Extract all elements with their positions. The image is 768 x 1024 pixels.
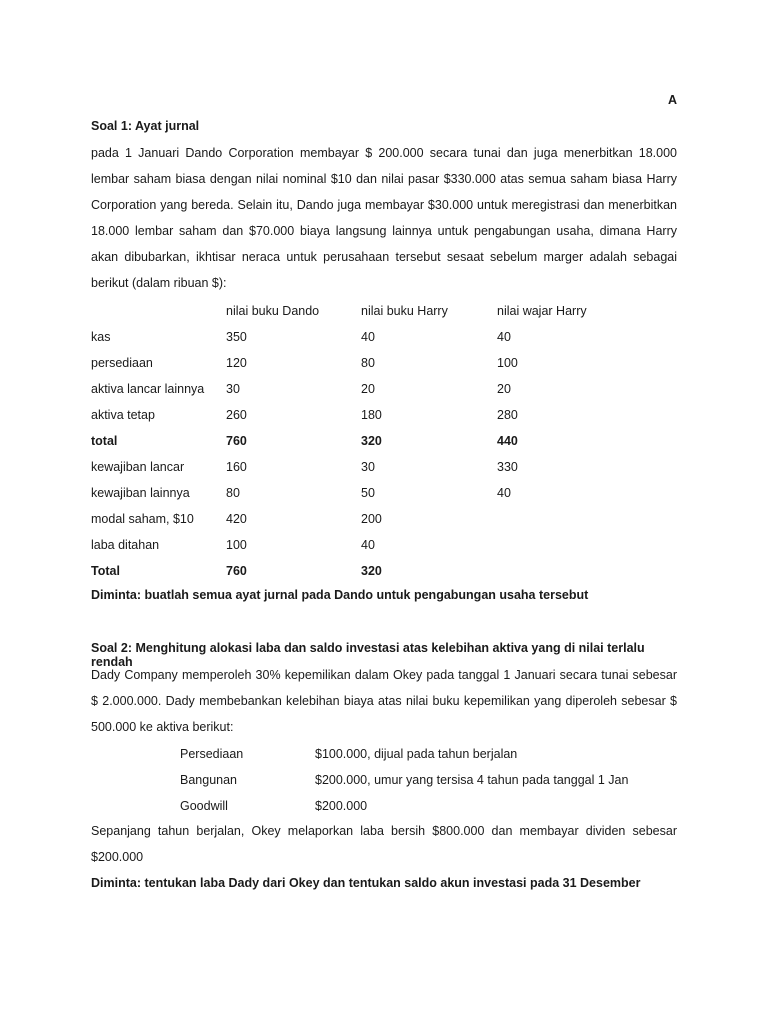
table-cell: 160 [226, 460, 247, 474]
allocation-detail: $100.000, dijual pada tahun berjalan [315, 747, 518, 761]
table-cell: 80 [361, 356, 375, 370]
table-cell: 330 [497, 460, 518, 474]
table-cell: 50 [361, 486, 375, 500]
row-label: persediaan [91, 356, 153, 370]
allocation-row [180, 793, 628, 819]
table-row [91, 454, 677, 480]
table-cell: 40 [497, 486, 511, 500]
table-row [91, 558, 677, 584]
table-cell: 20 [497, 382, 511, 396]
table-cell: 320 [361, 434, 382, 448]
table-cell: 180 [361, 408, 382, 422]
table-cell: 350 [226, 330, 247, 344]
row-label: kas [91, 330, 111, 344]
table-cell: 200 [361, 512, 382, 526]
q1-task: Diminta: buatlah semua ayat jurnal pada Dando untuk pengabungan usaha tersebut [91, 588, 589, 602]
row-label: modal saham, $10 [91, 512, 194, 526]
table-row [91, 350, 677, 376]
allocation-row [180, 741, 628, 767]
q2-paragraph: Dady Company memperoleh 30% kepemilikan dalam Okey pada tanggal 1 Januari secara tunai sebesar $ 2.000.000. Dady membebankan kelebihan biaya atas nilai buku kepemilikan yang diperoleh sebesar $ 500.000 ke aktiva berikut: [91, 668, 677, 734]
table-row [91, 428, 677, 454]
table-row [91, 506, 677, 532]
row-label: aktiva tetap [91, 408, 155, 422]
row-label: laba ditahan [91, 538, 160, 552]
table-cell: 760 [226, 564, 247, 578]
allocation-detail: $200.000 [315, 799, 368, 813]
balance-sheet-table [91, 298, 677, 584]
table-cell: 100 [497, 356, 518, 370]
table-cell: 30 [361, 460, 375, 474]
allocation-asset: Goodwill [180, 799, 228, 813]
table-header-cell [91, 298, 226, 324]
table-cell: 440 [497, 434, 518, 448]
table-cell: 40 [361, 330, 375, 344]
q1-title: Soal 1: Ayat jurnal [91, 119, 200, 133]
table-cell: 80 [226, 486, 240, 500]
table-row [91, 324, 677, 350]
table-header-cell: nilai wajar Harry [497, 304, 587, 318]
allocation-asset: Persediaan [180, 747, 244, 761]
q2-title: Soal 2: Menghitung alokasi laba dan saldo investasi atas kelebihan aktiva yang di nilai terlalu rendah [91, 641, 645, 669]
table-row [91, 402, 677, 428]
allocation-table [180, 741, 628, 819]
table-cell: 40 [361, 538, 375, 552]
table-row [91, 532, 677, 558]
table-cell [497, 532, 677, 558]
q2-task: Diminta: tentukan laba Dady dari Okey dan tentukan saldo akun investasi pada 31 Desember [91, 876, 641, 890]
q2-paragraph-2: Sepanjang tahun berjalan, Okey melaporkan laba bersih $800.000 dan membayar dividen sebesar $200.000 [91, 824, 677, 864]
row-label: total [91, 434, 118, 448]
table-cell: 120 [226, 356, 247, 370]
table-cell: 30 [226, 382, 240, 396]
table-cell: 760 [226, 434, 247, 448]
table-header-row [91, 298, 677, 324]
table-cell: 420 [226, 512, 247, 526]
table-cell: 260 [226, 408, 247, 422]
row-label: Total [91, 564, 120, 578]
table-cell [497, 558, 677, 584]
table-cell: 100 [226, 538, 247, 552]
table-cell: 320 [361, 564, 382, 578]
table-row [91, 480, 677, 506]
corner-label: A [667, 93, 677, 107]
table-row [91, 376, 677, 402]
allocation-asset: Bangunan [180, 773, 238, 787]
table-cell: 20 [361, 382, 375, 396]
table-header-cell: nilai buku Dando [226, 304, 320, 318]
q1-paragraph: pada 1 Januari Dando Corporation membayar $ 200.000 secara tunai dan juga menerbitkan 18.000 lembar saham biasa dengan nilai nominal $10 dan nilai pasar $330.000 atas semua saham biasa Harry Corporation yang bereda. Selain itu, Dando juga membayar $30.000 untuk meregistrasi dan menerbitkan 18.000 lembar saham dan $70.000 biaya langsung lainnya untuk pengabungan usaha, dimana Harry akan dibubarkan, ikhtisar neraca untuk perusahaan tersebut sesaat sebelum marger adalah sebagai berikut (dalam ribuan $): [91, 146, 677, 290]
table-cell: 280 [497, 408, 518, 422]
allocation-detail: $200.000, umur yang tersisa 4 tahun pada tanggal 1 Jan [315, 773, 629, 787]
table-cell [497, 506, 677, 532]
row-label: kewajiban lancar [91, 460, 185, 474]
table-header-cell: nilai buku Harry [361, 304, 448, 318]
table-cell: 40 [497, 330, 511, 344]
row-label: aktiva lancar lainnya [91, 382, 205, 396]
allocation-row [180, 767, 628, 793]
row-label: kewajiban lainnya [91, 486, 190, 500]
